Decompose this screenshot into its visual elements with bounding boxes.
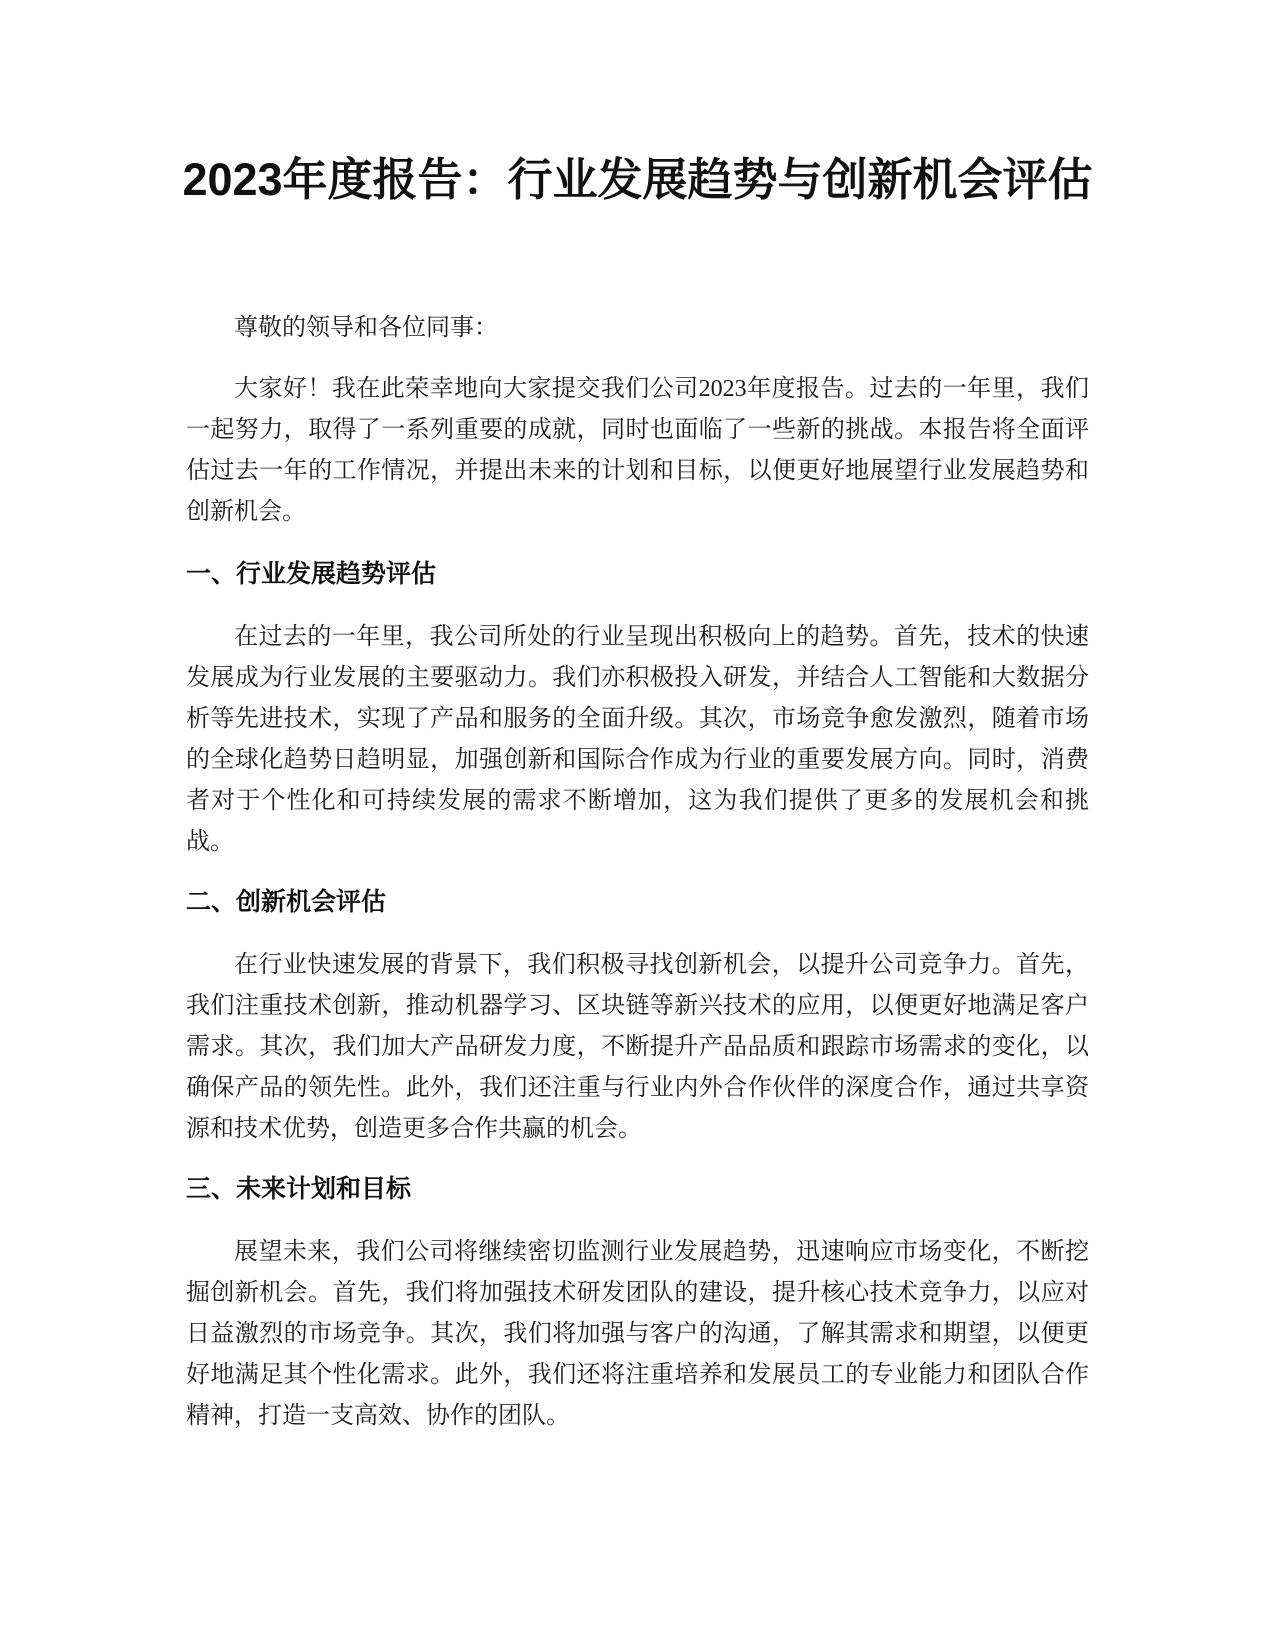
document-title: 2023年度报告：行业发展趋势与创新机会评估 bbox=[182, 154, 1093, 205]
section-heading-trends: 一、行业发展趋势评估 bbox=[186, 560, 437, 588]
section-body-innovation: 在行业快速发展的背景下，我们积极寻找创新机会，以提升公司竞争力。首先，我们注重技术创新，推动机器学习、区块链等新兴技术的应用，以便更好地满足客户需求。其次，我们加大产品研发力度，不断提升产品品质和跟踪市场需求的变化，以确保产品的领先性。此外，我们还注重与行业内外合作伙伴的深度合作，通过共享资源和技术优势，创造更多合作共赢的机会。 bbox=[186, 952, 1089, 1142]
section-heading-plans: 三、未来计划和目标 bbox=[186, 1175, 412, 1203]
section-body-plans: 展望未来，我们公司将继续密切监测行业发展趋势，迅速响应市场变化，不断挖掘创新机会。首先，我们将加强技术研发团队的建设，提升核心技术竞争力，以应对日益激烈的市场竞争。其次，我们将加强与客户的沟通，了解其需求和期望，以便更好地满足其个性化需求。此外，我们还将注重培养和发展员工的专业能力和团队合作精神，打造一支高效、协作的团队。 bbox=[186, 1239, 1089, 1429]
salutation: 尊敬的领导和各位同事： bbox=[234, 315, 498, 341]
section-body-trends: 在过去的一年里，我公司所处的行业呈现出积极向上的趋势。首先，技术的快速发展成为行业发展的主要驱动力。我们亦积极投入研发，并结合人工智能和大数据分析等先进技术，实现了产品和服务的全面升级。其次，市场竞争愈发激烈，随着市场的全球化趋势日趋明显，加强创新和国际合作成为行业的重要发展方向。同时，消费者对于个性化和可持续发展的需求不断增加，这为我们提供了更多的发展机会和挑战。 bbox=[186, 624, 1089, 855]
section-heading-innovation: 二、创新机会评估 bbox=[186, 888, 387, 916]
intro-paragraph: 大家好！我在此荣幸地向大家提交我们公司2023年度报告。过去的一年里，我们一起努力，取得了一系列重要的成就，同时也面临了一些新的挑战。本报告将全面评估过去一年的工作情况，并提出未来的计划和目标，以便更好地展望行业发展趋势和创新机会。 bbox=[186, 376, 1089, 525]
